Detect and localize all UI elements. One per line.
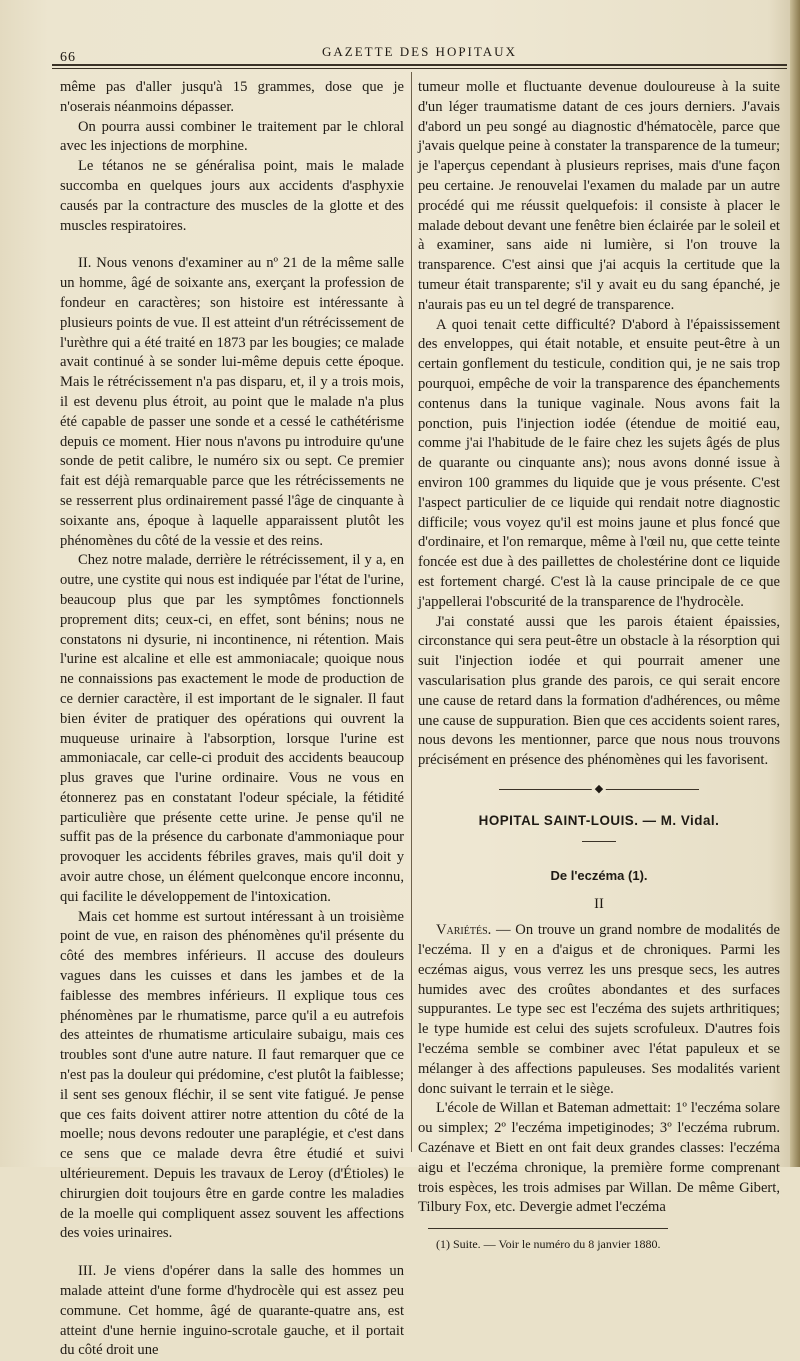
- paragraph: On pourra aussi combiner le traitement par le chloral avec les injections de morphine.: [60, 118, 404, 155]
- paragraph: même pas d'aller jusqu'à 15 grammes, dose que je n'oserais néanmoins dépasser.: [60, 79, 404, 115]
- short-rule: [582, 841, 616, 842]
- running-title: GAZETTE DES HOPITAUX: [322, 44, 517, 59]
- left-column: [60, 78, 404, 1361]
- paragraph: L'école de Willan et Bateman admettait: 1º l'eczéma solare ou simplex; 2º l'eczéma impetiginodes; 3º l'eczéma rubrum. Cazénave et Biett en ont fait deux grandes classes: l'eczéma aigu et l'eczéma chronique, la première forme comprenant trois espèces, les trois admises par Willan. De même Gibert, Tilbury Fox, etc. Devergie admet l'eczéma: [418, 1100, 780, 1216]
- footnote: (1) Suite. — Voir le numéro du 8 janvier 1880.: [436, 1237, 661, 1252]
- paragraph-body: — On trouve un grand nombre de modalités de l'eczéma. Il y en a d'aigus et de chroniques. Parmi les eczémas aigus, vous verrez les uns presque secs, les autres humides avec des croûtes abondantes et des surfaces suppurantes. Le type sec est l'eczéma des sujets arthritiques; le type humide est celui des sujets scrofuleux. D'autres fois l'eczéma semble se combiner avec l'état papuleux et se mélanger à des affections papuleuses. Ses modalités varient donc suivant le terrain et le siège.: [418, 922, 780, 1097]
- section-separator: [499, 782, 699, 795]
- paragraph: II. Nous venons d'examiner au nº 21 de la même salle un homme, âgé de soixante ans, exerçant la profession de fondeur en caractères; son histoire est intéressante à plusieurs points de vue. Il est atteint d'un rétrécissement de l'urèthre qui a été traité en 1873 par les bougies; ce malade avait continué à se sonder lui-même depuis cette époque. Mais le rétrécissement n'a pas disparu, et, il y a trois mois, il est devenu plus étroit, au point que le malade n'a plus été capable de passer une sonde et a cessé le cathétérisme depuis ce moment. Hier nous n'avons pu introduire qu'une sonde de petit calibre, le numéro six ou sept. Ce premier fait est déjà remarquable parce que les rétrécissements ne se resserrent plus ordinairement passé l'âge de cinquante à soixante ans, époque à laquelle apparaissent plutôt les phénomènes du côté de la vessie et des reins.: [60, 255, 404, 549]
- column-divider: [411, 72, 412, 1152]
- paragraph: A quoi tenait cette difficulté? D'abord à l'épaississement des enveloppes, qui était notable, et ensuite peut-être à un certain gonflement du testicule, condition qui, je ne sais trop pourquoi, empêche de voir la transparence des épanchements contenus dans la tunique vaginale. Nous avons fait la ponction, puis l'injection iodée (étendue de moitié eau, comme j'ai l'habitude de le faire chez les sujets âgés de plus de quarante ou cinquante ans); nous avons donné issue à environ 100 grammes du liquide que je vous présente. C'est l'aspect particulier de ce liquide qui rendait notre diagnostic difficile; vous voyez qu'il est moins jaune et plus foncé que d'ordinaire, et l'on remarque, même à l'œil nu, que cette teinte foncée est due à des paillettes de cholestérine dont ce liquide est fortement chargé. C'est là la cause principale de ce que j'appellerai l'obscurité de la transparence de l'hydrocèle.: [418, 316, 780, 610]
- article-title: De l'eczéma (1).: [550, 867, 648, 883]
- page-edge: [790, 0, 800, 1167]
- footnote-rule: [428, 1228, 668, 1229]
- part-number: II: [594, 896, 604, 913]
- right-column: [418, 78, 780, 1252]
- section-heading: HOPITAL SAINT-LOUIS. — M. Vidal.: [478, 812, 720, 828]
- paragraph: Le tétanos ne se généralisa point, mais le malade succomba en quelques jours aux accidents d'asphyxie causés par la contracture des muscles de la glotte et des muscles respiratoires.: [60, 158, 404, 234]
- header-rule: [52, 64, 787, 69]
- paragraph: tumeur molle et fluctuante devenue douloureuse à la suite d'un léger traumatisme datant de ces jours derniers. J'avais d'abord un peu songé au diagnostic d'hématocèle, parce que j'avais quelque peine à constater la transparence de la tumeur; je l'aperçus cependant à plusieurs reprises, mais d'une façon peu certaine. Je renouvelai l'examen du malade par un autre procédé qui me réussit quelquefois: il consiste à placer le malade debout devant une fenêtre bien éclairée par le soleil et à examiner, sans aide ni lumière, si l'on trouve la transparence. C'est ainsi que j'ai acquis la certitude que la tumeur était transparente; s'il y avait eu du sang épanché, je n'aurais pas eu un tel degré de transparence.: [418, 79, 780, 313]
- paragraph: Chez notre malade, derrière le rétrécissement, il y a, en outre, une cystite qui nous est indiquée par l'état de l'urine, beaucoup plus que par les symptômes fonctionnels proprement dits; ceux-ci, en effet, sont bénins; nous ne constatons ni dysurie, ni incontinence, ni rétention. Mais l'urine est alcaline et elle est ammoniacale; quoique nous ne connaissions pas exactement le mode de production de ce dernier caractère, il est important de le signaler. Il faut bien éviter de pratiquer des opérations qui ouvrent la muqueuse urinaire à l'absorption, lorsque l'urine est ammoniacale, car celle-ci produit des accidents beaucoup plus graves que l'urine ordinaire. Vous ne vous en étonnerez pas en constatant l'odeur spéciale, la fétidité particulière que présente cette urine. Je pense qu'il ne suffit pas de la présence du carbonate d'ammoniaque pour provoquer les accidents fébriles graves, mais qu'il doit y avoir autre chose, un élément quelconque encore inconnu, qui facilite le développement de l'intoxication.: [60, 552, 404, 905]
- page-header: [52, 38, 787, 65]
- paragraph: Mais cet homme est surtout intéressant à un troisième point de vue, en raison des phénomènes qu'il présente du côté des membres inférieurs. Il accuse des douleurs vagues dans les cuisses et dans les jambes et de la faiblesse des membres inférieurs. Il explique tous ces phénomènes par le rhumatisme, parce qu'il a eu autrefois des atteintes de rhumatisme articulaire subaigu, mais ces troubles sont d'une autre nature. Il faut remarquer que ce n'est pas la douleur qui prédomine, c'est plutôt la faiblesse; il sent ses genoux fléchir, il se sent vite fatigué. Je pense que ces faits doivent attirer notre attention du côté de la moelle; nous devons redouter une paraplégie, et c'est dans ce sens que ce malade devra être étudié et suivi ultérieurement. Depuis les travaux de Leroy (d'Étioles) le chirurgien doit toujours être en garde contre les maladies de la moelle qui compliquent assez souvent les affections des voies urinaires.: [60, 908, 404, 1242]
- paragraph-lead: Variétés.: [436, 922, 492, 939]
- paragraph: J'ai constaté aussi que les parois étaient épaissies, circonstance qui sera peut-être un obstacle à la résorption qui suit l'injection iodée et qui pourrait amener une vascularisation plus grande des parois, ce qui serait encore une cause de retard dans la formation d'adhérences, ou même une cause de suppuration. Bien que ces accidents soient rares, nous devons les mentionner, parce que nous nous trouvons précisément en présence des phénomènes qui les favorisent.: [418, 613, 780, 769]
- paragraph: III. Je viens d'opérer dans la salle des hommes un malade atteint d'une forme d'hydrocèle qui est assez peu commune. Cet homme, âgé de quarante-quatre ans, est atteint d'une hernie inguino-scrotale gauche, et il portait du côté droit une: [60, 1263, 404, 1359]
- paragraph: [418, 921, 780, 1099]
- separator-ornament: ◆: [592, 782, 606, 796]
- page-number: 66: [60, 50, 76, 65]
